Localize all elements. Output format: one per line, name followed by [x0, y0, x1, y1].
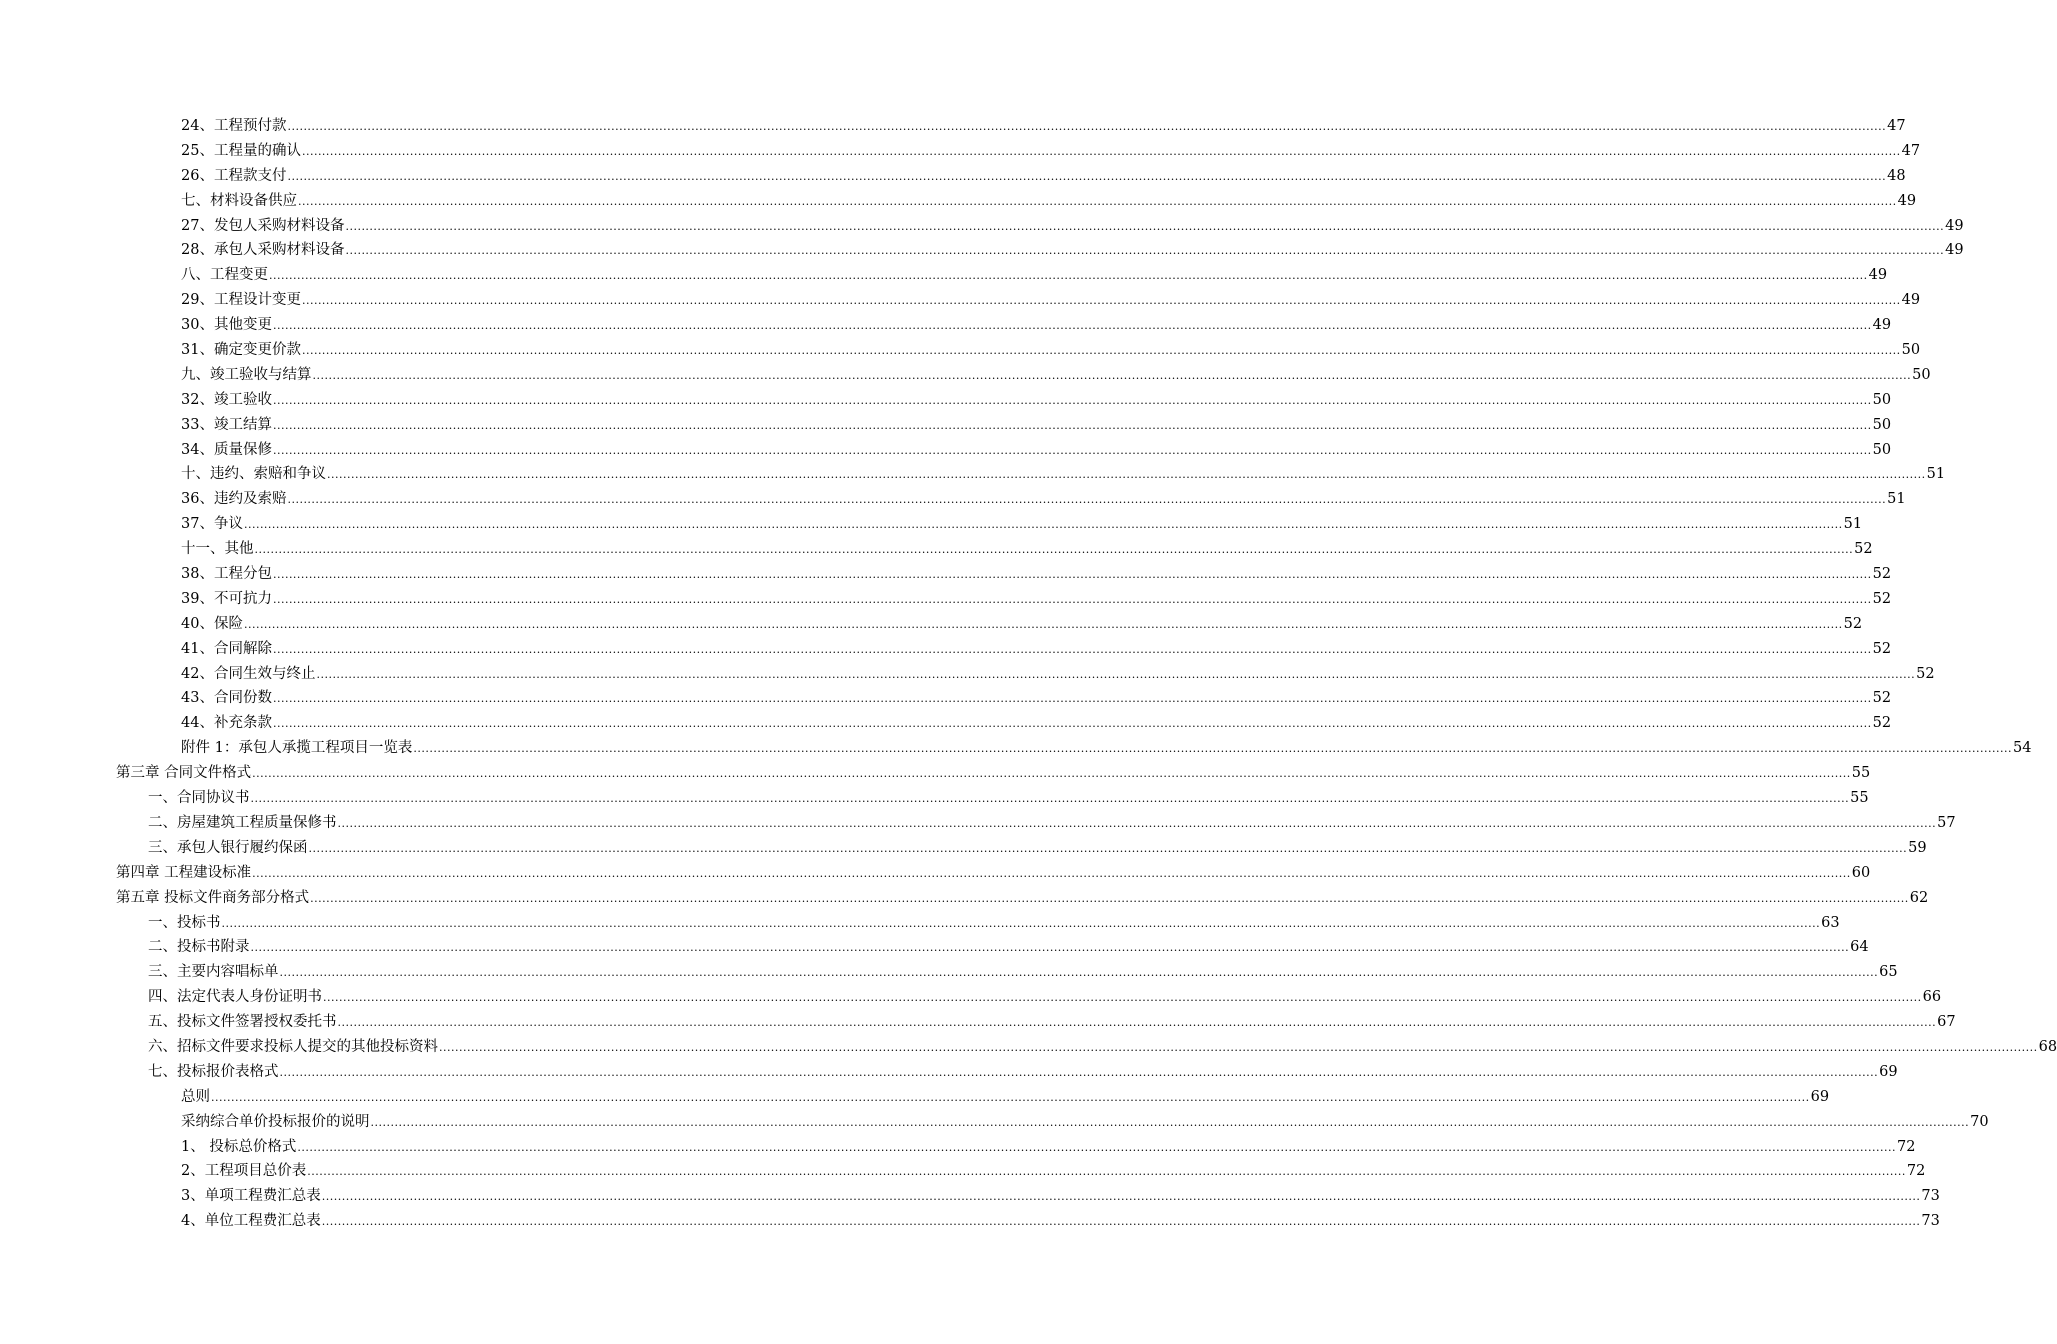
toc-entry-page-number: 73	[1921, 1188, 1940, 1205]
toc-entry-title: 34、质量保修	[181, 441, 272, 458]
toc-entry[interactable]	[0, 761, 1871, 786]
toc-dot-leader: ................................................................................................................................................................................................................................................................................................................................................................................................................	[321, 1215, 1921, 1229]
toc-entry-title: 三、承包人银行履约保函	[148, 839, 308, 856]
toc-dot-leader: ................................................................................................................................................................................................................................................................................................................................................................................................................	[316, 667, 1916, 681]
toc-entry[interactable]	[0, 413, 1892, 438]
toc-dot-leader: ................................................................................................................................................................................................................................................................................................................................................................................................................	[321, 1190, 1921, 1204]
toc-dot-leader: ................................................................................................................................................................................................................................................................................................................................................................................................................	[272, 393, 1872, 407]
toc-entry[interactable]	[0, 637, 1892, 662]
toc-entry[interactable]	[0, 1110, 1989, 1135]
toc-entry[interactable]	[0, 1209, 1940, 1234]
toc-dot-leader: ................................................................................................................................................................................................................................................................................................................................................................................................................	[211, 1090, 1810, 1104]
toc-entry-title: 2、工程项目总价表	[181, 1163, 307, 1180]
toc-entry-title: 二、投标书附录	[148, 939, 250, 956]
toc-entry-page-number: 66	[1922, 989, 1942, 1006]
toc-entry-title: 36、违约及索赔	[181, 491, 287, 508]
toc-dot-leader: ................................................................................................................................................................................................................................................................................................................................................................................................................	[243, 518, 1843, 532]
toc-entry-title: 37、争议	[181, 516, 243, 533]
toc-entry-page-number: 72	[1906, 1163, 1926, 1180]
toc-entry-title: 27、发包人采购材料设备	[181, 217, 345, 234]
toc-dot-leader: ................................................................................................................................................................................................................................................................................................................................................................................................................	[272, 642, 1872, 656]
toc-entry-title: 4、单位工程费汇总表	[181, 1213, 321, 1230]
toc-entry-page-number: 73	[1921, 1213, 1940, 1230]
toc-dot-leader: ................................................................................................................................................................................................................................................................................................................................................................................................................	[312, 368, 1912, 382]
toc-entry[interactable]	[0, 612, 1863, 637]
toc-entry-title: 采纳综合单价投标报价的说明	[181, 1113, 370, 1130]
toc-entry-title: 第四章 工程建设标准	[116, 864, 252, 881]
toc-entry-page-number: 48	[1887, 167, 1906, 184]
toc-entry-page-number: 49	[1872, 317, 1892, 334]
toc-dot-leader: ................................................................................................................................................................................................................................................................................................................................................................................................................	[272, 592, 1872, 606]
toc-entry-title: 39、不可抗力	[181, 590, 272, 607]
table-of-contents	[0, 114, 2057, 1234]
toc-dot-leader: ................................................................................................................................................................................................................................................................................................................................................................................................................	[272, 418, 1872, 432]
toc-entry-title: 六、招标文件要求投标人提交的其他投标资料	[148, 1038, 438, 1055]
toc-dot-leader: ................................................................................................................................................................................................................................................................................................................................................................................................................	[243, 617, 1843, 631]
toc-entry[interactable]	[0, 388, 1892, 413]
toc-entry-page-number: 52	[1872, 715, 1892, 732]
toc-entry-title: 总则	[181, 1088, 210, 1105]
toc-dot-leader: ................................................................................................................................................................................................................................................................................................................................................................................................................	[301, 344, 1901, 358]
toc-entry[interactable]	[0, 985, 1942, 1010]
toc-entry[interactable]	[0, 512, 1863, 537]
toc-dot-leader: ................................................................................................................................................................................................................................................................................................................................................................................................................	[272, 319, 1872, 333]
toc-entry[interactable]	[0, 338, 1921, 363]
toc-dot-leader: ................................................................................................................................................................................................................................................................................................................................................................................................................	[310, 891, 1909, 905]
toc-dot-leader: ................................................................................................................................................................................................................................................................................................................................................................................................................	[287, 169, 1887, 183]
toc-entry-title: 十、违约、索赔和争议	[181, 466, 326, 483]
toc-entry-title: 29、工程设计变更	[181, 292, 301, 309]
toc-entry-page-number: 55	[1851, 765, 1871, 782]
toc-entry-page-number: 49	[1945, 217, 1964, 234]
toc-entry[interactable]	[0, 662, 1935, 687]
toc-entry-page-number: 69	[1810, 1088, 1830, 1105]
toc-entry-page-number: 59	[1908, 839, 1927, 856]
toc-entry-title: 44、补充条款	[181, 715, 272, 732]
toc-entry-page-number: 72	[1896, 1138, 1916, 1155]
toc-entry[interactable]	[0, 960, 1898, 985]
toc-entry[interactable]	[0, 1135, 1916, 1160]
toc-entry-page-number: 49	[1868, 267, 1888, 284]
toc-entry[interactable]	[0, 363, 1931, 388]
toc-entry[interactable]	[0, 164, 1906, 189]
toc-entry[interactable]	[0, 238, 1964, 263]
toc-entry-title: 42、合同生效与终止	[181, 665, 316, 682]
toc-entry-title: 25、工程量的确认	[181, 142, 301, 159]
toc-entry[interactable]	[0, 214, 1964, 239]
toc-entry[interactable]	[0, 263, 1888, 288]
toc-entry-page-number: 50	[1872, 441, 1892, 458]
toc-entry-page-number: 47	[1901, 142, 1921, 159]
toc-entry-title: 七、投标报价表格式	[148, 1063, 279, 1080]
toc-entry[interactable]	[0, 686, 1892, 711]
toc-dot-leader: ................................................................................................................................................................................................................................................................................................................................................................................................................	[272, 692, 1872, 706]
toc-entry[interactable]	[0, 114, 1906, 139]
toc-dot-leader: ................................................................................................................................................................................................................................................................................................................................................................................................................	[252, 767, 1851, 781]
toc-entry[interactable]	[0, 836, 1927, 861]
toc-entry-title: 33、竣工结算	[181, 416, 272, 433]
toc-dot-leader: ................................................................................................................................................................................................................................................................................................................................................................................................................	[337, 816, 1937, 830]
toc-entry-title: 四、法定代表人身份证明书	[148, 989, 322, 1006]
toc-dot-leader: ................................................................................................................................................................................................................................................................................................................................................................................................................	[301, 144, 1901, 158]
toc-entry-page-number: 51	[1926, 466, 1946, 483]
toc-entry[interactable]	[0, 139, 1921, 164]
toc-entry-page-number: 49	[1897, 192, 1917, 209]
toc-entry[interactable]	[0, 313, 1892, 338]
toc-dot-leader: ................................................................................................................................................................................................................................................................................................................................................................................................................	[345, 244, 1945, 258]
toc-entry-page-number: 52	[1854, 541, 1873, 558]
toc-entry[interactable]	[0, 189, 1917, 214]
toc-entry[interactable]	[0, 1010, 1956, 1035]
toc-entry-title: 30、其他变更	[181, 317, 272, 334]
toc-dot-leader: ................................................................................................................................................................................................................................................................................................................................................................................................................	[327, 468, 1926, 482]
toc-entry-title: 41、合同解除	[181, 640, 272, 657]
toc-entry-title: 31、确定变更价款	[181, 342, 301, 359]
toc-dot-leader: ................................................................................................................................................................................................................................................................................................................................................................................................................	[272, 717, 1872, 731]
toc-dot-leader: ................................................................................................................................................................................................................................................................................................................................................................................................................	[298, 194, 1897, 208]
toc-dot-leader: ................................................................................................................................................................................................................................................................................................................................................................................................................	[269, 269, 1868, 283]
toc-entry[interactable]	[0, 562, 1892, 587]
toc-entry-title: 26、工程款支付	[181, 167, 287, 184]
toc-entry-page-number: 51	[1843, 516, 1863, 533]
toc-entry[interactable]	[0, 487, 1906, 512]
toc-entry-page-number: 52	[1843, 615, 1863, 632]
toc-entry[interactable]	[0, 1035, 2057, 1060]
toc-dot-leader: ................................................................................................................................................................................................................................................................................................................................................................................................................	[279, 1065, 1879, 1079]
toc-entry-page-number: 60	[1851, 864, 1871, 881]
toc-entry[interactable]	[0, 438, 1892, 463]
toc-entry[interactable]	[0, 587, 1892, 612]
toc-entry-title: 43、合同份数	[181, 690, 272, 707]
toc-entry-page-number: 49	[1901, 292, 1921, 309]
toc-entry[interactable]	[0, 861, 1871, 886]
toc-entry-page-number: 50	[1872, 391, 1892, 408]
toc-dot-leader: ................................................................................................................................................................................................................................................................................................................................................................................................................	[345, 219, 1945, 233]
toc-entry[interactable]	[0, 911, 1840, 936]
toc-entry-page-number: 64	[1850, 939, 1869, 956]
toc-entry[interactable]	[0, 1060, 1898, 1085]
toc-dot-leader: ................................................................................................................................................................................................................................................................................................................................................................................................................	[287, 493, 1887, 507]
toc-entry-page-number: 52	[1872, 690, 1892, 707]
toc-entry[interactable]	[0, 288, 1921, 313]
toc-entry-page-number: 70	[1970, 1113, 1989, 1130]
toc-entry-page-number: 52	[1872, 640, 1892, 657]
toc-entry[interactable]	[0, 1085, 1830, 1110]
toc-entry-page-number: 50	[1872, 416, 1892, 433]
toc-dot-leader: ................................................................................................................................................................................................................................................................................................................................................................................................................	[272, 443, 1872, 457]
toc-entry-page-number: 57	[1937, 814, 1956, 831]
toc-entry-page-number: 52	[1872, 590, 1892, 607]
toc-entry-title: 十一、其他	[181, 541, 254, 558]
toc-dot-leader: ................................................................................................................................................................................................................................................................................................................................................................................................................	[297, 1140, 1896, 1154]
toc-entry-title: 八、工程变更	[181, 267, 268, 284]
toc-entry[interactable]	[0, 1159, 1926, 1184]
toc-entry-title: 附件 1：承包人承揽工程项目一览表	[181, 740, 413, 757]
toc-entry-page-number: 54	[2012, 740, 2032, 757]
toc-entry-page-number: 62	[1909, 889, 1929, 906]
toc-entry-page-number: 69	[1879, 1063, 1898, 1080]
toc-entry[interactable]	[0, 736, 2032, 761]
toc-entry-title: 第三章 合同文件格式	[116, 765, 252, 782]
toc-dot-leader: ................................................................................................................................................................................................................................................................................................................................................................................................................	[272, 568, 1872, 582]
toc-entry-page-number: 50	[1901, 342, 1921, 359]
toc-entry[interactable]	[0, 537, 1873, 562]
toc-entry-page-number: 49	[1945, 242, 1964, 259]
toc-dot-leader: ................................................................................................................................................................................................................................................................................................................................................................................................................	[221, 916, 1821, 930]
toc-entry-title: 40、保险	[181, 615, 243, 632]
toc-entry-page-number: 52	[1872, 566, 1892, 583]
toc-dot-leader: ................................................................................................................................................................................................................................................................................................................................................................................................................	[250, 792, 1850, 806]
toc-entry-page-number: 68	[2038, 1038, 2057, 1055]
toc-dot-leader: ................................................................................................................................................................................................................................................................................................................................................................................................................	[413, 742, 2012, 756]
toc-entry-title: 1、 投标总价格式	[181, 1138, 297, 1155]
toc-entry-title: 38、工程分包	[181, 566, 272, 583]
toc-entry[interactable]	[0, 886, 1929, 911]
toc-entry[interactable]	[0, 935, 1869, 960]
toc-entry-page-number: 55	[1850, 790, 1869, 807]
toc-entry[interactable]	[0, 711, 1892, 736]
toc-entry-page-number: 65	[1879, 964, 1898, 981]
toc-entry-title: 二、房屋建筑工程质量保修书	[148, 814, 337, 831]
toc-dot-leader: ................................................................................................................................................................................................................................................................................................................................................................................................................	[439, 1040, 2038, 1054]
toc-entry-page-number: 63	[1821, 914, 1840, 931]
toc-entry-title: 3、单项工程费汇总表	[181, 1188, 321, 1205]
toc-entry-page-number: 67	[1937, 1014, 1956, 1031]
toc-dot-leader: ................................................................................................................................................................................................................................................................................................................................................................................................................	[337, 1016, 1937, 1030]
toc-entry-title: 32、竣工验收	[181, 391, 272, 408]
toc-dot-leader: ................................................................................................................................................................................................................................................................................................................................................................................................................	[279, 966, 1879, 980]
toc-dot-leader: ................................................................................................................................................................................................................................................................................................................................................................................................................	[287, 120, 1887, 133]
toc-entry-page-number: 52	[1916, 665, 1935, 682]
toc-entry[interactable]	[0, 462, 1946, 487]
toc-entry-title: 九、竣工验收与结算	[181, 366, 312, 383]
toc-entry-title: 一、投标书	[148, 914, 221, 931]
toc-dot-leader: ................................................................................................................................................................................................................................................................................................................................................................................................................	[323, 991, 1922, 1005]
toc-entry-page-number: 51	[1887, 491, 1906, 508]
toc-entry-title: 24、工程预付款	[181, 118, 287, 134]
toc-entry-title: 七、材料设备供应	[181, 192, 297, 209]
toc-dot-leader: ................................................................................................................................................................................................................................................................................................................................................................................................................	[370, 1115, 1970, 1129]
toc-entry-title: 一、合同协议书	[148, 790, 250, 807]
toc-entry-title: 第五章 投标文件商务部分格式	[116, 889, 310, 906]
toc-dot-leader: ................................................................................................................................................................................................................................................................................................................................................................................................................	[301, 294, 1901, 308]
toc-dot-leader: ................................................................................................................................................................................................................................................................................................................................................................................................................	[254, 543, 1854, 557]
toc-entry-page-number: 50	[1912, 366, 1931, 383]
toc-dot-leader: ................................................................................................................................................................................................................................................................................................................................................................................................................	[250, 941, 1850, 955]
toc-entry[interactable]	[0, 811, 1956, 836]
toc-entry[interactable]	[0, 1184, 1940, 1209]
toc-dot-leader: ................................................................................................................................................................................................................................................................................................................................................................................................................	[252, 866, 1851, 880]
toc-entry-page-number: 47	[1887, 118, 1906, 134]
toc-entry-title: 五、投标文件签署授权委托书	[148, 1014, 337, 1031]
toc-dot-leader: ................................................................................................................................................................................................................................................................................................................................................................................................................	[307, 1165, 1906, 1179]
toc-entry[interactable]	[0, 786, 1869, 811]
toc-dot-leader: ................................................................................................................................................................................................................................................................................................................................................................................................................	[308, 841, 1908, 855]
toc-entry-title: 28、承包人采购材料设备	[181, 242, 345, 259]
toc-entry-title: 三、主要内容唱标单	[148, 964, 279, 981]
